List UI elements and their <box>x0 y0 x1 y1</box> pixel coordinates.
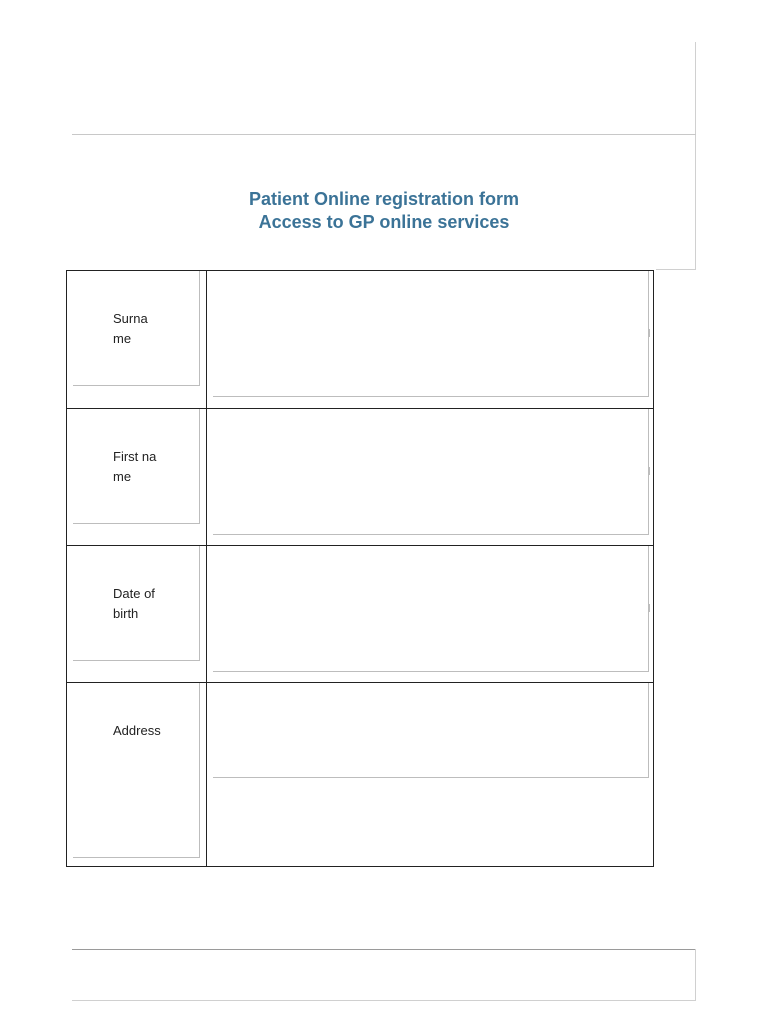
form-title-line-1: Patient Online registration form <box>248 189 520 209</box>
address-field[interactable] <box>213 683 649 778</box>
form-row-surname <box>67 271 653 408</box>
address-label: Address <box>113 723 161 738</box>
footer-right-rule <box>695 949 696 1001</box>
surname-field[interactable] <box>213 271 649 397</box>
first-name-field[interactable] <box>213 409 649 535</box>
form-row-address <box>67 682 653 867</box>
label-cell-first-name <box>73 409 200 524</box>
header-corner-rule <box>656 269 696 270</box>
column-divider <box>206 683 207 867</box>
date-of-birth-label: Date of birth <box>113 586 155 621</box>
form-row-date-of-birth <box>67 545 653 682</box>
column-divider <box>206 271 207 408</box>
footer-rule <box>72 949 696 950</box>
header-rule <box>72 134 696 135</box>
label-cell-date-of-birth <box>73 546 200 661</box>
column-divider <box>206 409 207 545</box>
registration-form-table <box>66 270 654 867</box>
date-of-birth-field[interactable] <box>213 546 649 672</box>
form-title-line-2: Access to GP online services <box>258 212 510 232</box>
column-divider <box>206 546 207 682</box>
first-name-label: First name <box>113 449 157 484</box>
header-right-rule <box>695 42 696 270</box>
surname-label: Surname <box>113 311 148 346</box>
form-title <box>72 188 696 234</box>
form-row-first-name <box>67 408 653 545</box>
label-cell-address <box>73 683 200 858</box>
footer-bottom-rule <box>72 1000 696 1001</box>
label-cell-surname <box>73 271 200 386</box>
